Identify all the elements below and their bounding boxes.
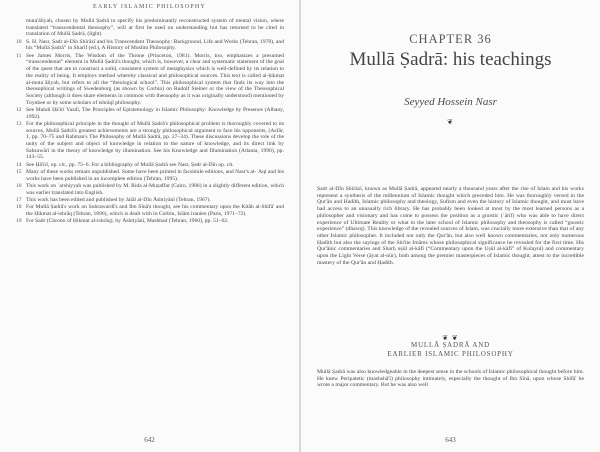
endnote-text: For Ṣadr (Chrono of Ḥikmat al-ishrāq), by Āshtiyānī, Mashhad (Tehran, 1960), pp. 51–62. [26,218,229,225]
chapter-title: Mullā Ṣadrā: his teachings [349,49,552,70]
endnote-text: muta'āliyah, chosen by Mullā Ṣadrā to specify his predominantly reconstructed system of mental vision, where translated “transcendental theosophy”, will at first be used on understanding but has returned to be cited in translation of Mullā Ṣadrā, (light) [26,18,284,38]
body-paragraph: Ṣadr al-Dīn Shīrāzī, known as Mullā Ṣadrā, appeared nearly a thousand years after the rise of Islam and his works represent a synthesis of the millennium of Islamic thought which preceded him. He was thoroughly versed in the Qur'ān and Ḥadīth, Islamic philosophy and theology, Sufism and even the history of Islamic thought, and must have had access to an unusually rich library. He has probably been looked at most by the most learned persons as a philosopher and visionary and has come to possess the position as a gnostic (ʿārif) who was able to have direct experience of Ultimate Reality or what in the later school of Islamic philosophy and theosophy is called “gnostic experience” (dhawq). This knowledge of the revealed sources of Islam, was crucially more extensive than that of any other Islamic philosopher. It included not only the Qur'ān, but also well known commentaries, not only numerous Ḥadīth but also the sayings of the Shi'ite Imāms whose philosophical significance he revealed for the first time. His Qur'ānic commentaries and Sharḥ uṣūl al-kāfī (“Commentary upon the Uṣūl al-kāfī” of Kulaynī) and commentary upon the Light Verse (āyat al-nūr), both among the premier masterpieces of Islamic thought, attest to the incredible mastery of the Qur'ān and Ḥadīth. [317,186,584,266]
page-number: 642 [144,436,155,444]
endnote-text: This work on ʿarshiyyah was published by M. Rida al-Muẓaffar (Cairo, 1986) in a slightly different edition, which was earlier translated into English. [26,183,284,196]
endnote-number: 15 [16,169,22,176]
page-number: 643 [445,436,456,444]
endnote-text: Many of these works remain unpublished. Some have been printed in facsimile editions, and Nasr's al-ʿAql and his works have been published in an incomplete edition (Tehran, 1995). [26,169,284,182]
endnote-number: 13 [16,120,22,127]
endnote-number: 18 [16,204,22,211]
body-paragraph: Mullā Ṣadrā was also knowledgeable in the deepest sense in the schools of Islamic philosophical thought before him. He knew Peripatetic (mashshā'ī) philosophy intimately, especially the thought of Ibn Sīnā, upon whose Shifā' he wrote a major commentary. But he was also well [317,369,584,389]
endnote [16,39,284,52]
chapter-author: Seyyed Hossein Nasr [404,96,497,108]
endnote-text: This work has been edited and published by Jalāl al-Dīn Āshtiyānī (Tehran, 1967). [26,197,211,204]
endnote [16,107,284,120]
endnote [16,183,284,196]
endnote-number: 11 [16,52,22,59]
section-heading-line2: EARLIER ISLAMIC PHILOSOPHY [387,350,514,358]
left-page [0,0,299,452]
endnote-number [16,18,26,38]
endnote [16,169,284,182]
endnote-number: 17 [16,197,22,204]
endnote-text: For Mullā Ṣadrā's work on Suhrawardī's and Ibn Sīnā's thought, see his commentary upon the Kitāb al-Shifā' and the Ḥikmat al-ishrāq (Tehran, 1896), which is dealt with in Corbin, Islām iranien (Paris, 1971–72). [26,204,284,218]
endnote-text: S. H. Nasr, Ṣadr al-Dīn Shīrāzī and his Transcendent Theosophy: Background, Life and Works (Tehran, 1978), and his “Mullā Ṣadrā” in Sharīf (ed.), A History of Muslim Philosophy. [26,38,284,52]
endnotes [16,18,284,226]
endnote [16,162,284,169]
endnote-number: 14 [16,161,22,168]
endnote-text: See James Morris, The Wisdom of the Throne (Princeton, 1981). Morris, too, emphasizes a presumed “transcendental” element in Mullā Ṣadrā's thought, which is, however, a clear and systematic statement of the goal of the quest that are to construct a solid, consistent system of metaphysics which is well-defined by its relation to the reality of being. It employs method whereby classical and philosophical sources. This text is called al-ḥikmat al-mutaʿāliyah, but refers to all the “theological school”. This philosophical system that finds its way into the theosophical writings of Swedenborg (as shown by Corbin) on Rudolf Steiner or the view of the Theosophical Society (although it does share elements in common with theosophy as it was originally understood) mentioned by Toynbee or by some scholars of ishrāqī philosophy. [26,52,284,106]
endnote [16,197,284,204]
endnote-number: 16 [16,183,22,190]
endnote [16,204,284,217]
endnote-text: See Mahdi Ḥā'irī Yazdī, The Principles of Epistemology in Islamic Philosophy: Knowledge by Presence (Albany, 1992). [26,106,284,120]
endnote-text: For the philosophical principle in the thought of Mullā Ṣadrā's philosophical problem is thoroughly covered to its sources, Mullā Ṣadrā's greatest achievements are a strongly philosophical argument to face his opponents, (Asfār, 1, pp. 70–75 and Rahman's The Philosophy of Mullā Ṣadrā, pp. 27–34). These discussions develop the role of the unity of the subject and object of knowledge in relation to the nature of knowledge, and its direct link by Sabzawārī in the theory of knowledge by illumination. See his Knowledge and Illumination (Atlanta, 1990), pp. 143–55. [26,120,284,161]
chapter-label: CHAPTER 36 [409,32,492,46]
fleuron-ornament-icon: ❦ [447,118,454,126]
endnote-text: See Ḥā'irī, op. cit., pp. 75–6. For a bibliography of Mullā Ṣadrā see Nasr, Ṣadr al-Dīn op. cit. [26,161,234,168]
endnote [16,218,284,225]
running-head: EARLY ISLAMIC PHILOSOPHY [93,4,206,10]
endnote [16,18,284,38]
right-page [301,0,600,452]
endnote [16,121,284,161]
endnote-number: 10 [16,38,22,45]
endnote [16,53,284,107]
endnote-number: 12 [16,106,22,113]
section-heading-line1: MULLĀ ṢADRĀ AND [411,341,490,349]
endnote-number: 19 [16,218,22,225]
section-ornament-icon: ❦ ❦ [442,334,459,342]
